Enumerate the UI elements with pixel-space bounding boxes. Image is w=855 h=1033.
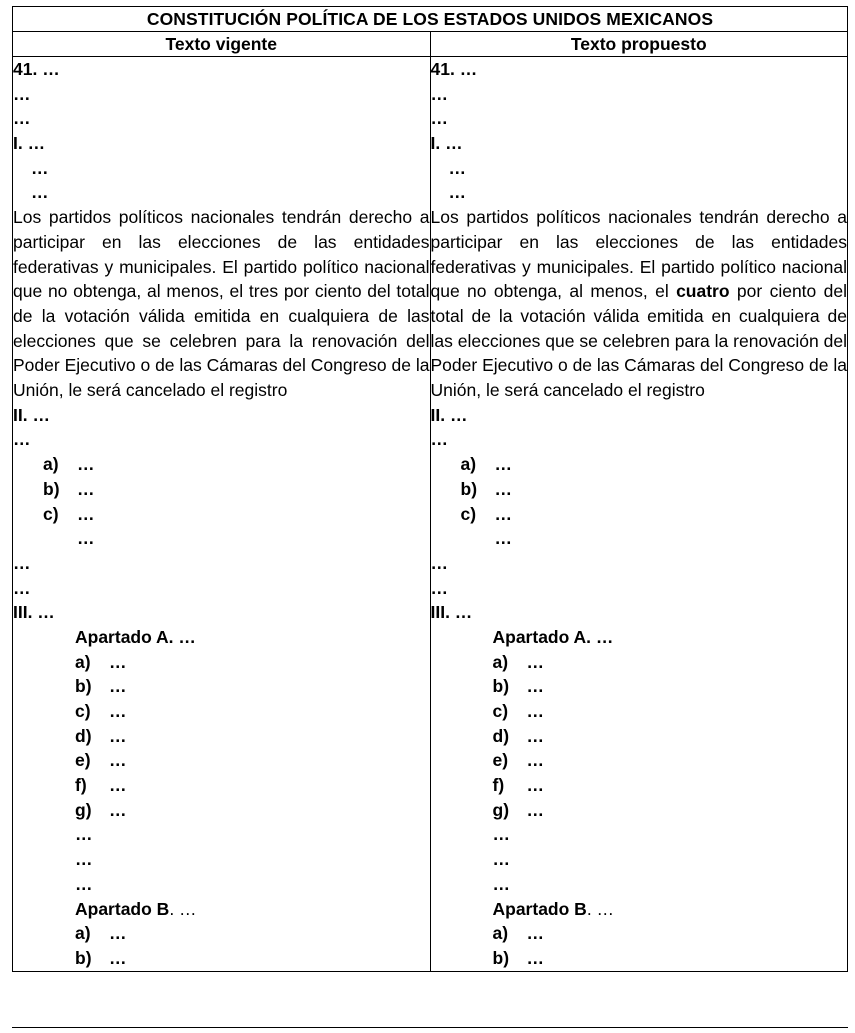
column-header-proposed-text: Texto propuesto [430,32,848,57]
item-label: d) [492,725,510,746]
ellipsis-line: … [31,157,49,178]
list-item [13,773,430,798]
ellipsis-line: … [430,429,448,450]
ellipsis-line: … [75,849,93,870]
item-text: … [77,454,95,475]
article-number: 41. … [13,59,60,79]
item-text: … [494,503,512,524]
fraction-ii: II. … [13,404,50,425]
item-text: … [494,454,512,475]
list-item [431,452,848,477]
ellipsis-line: … [13,429,31,450]
comparison-table [12,6,848,972]
fraction-i: I. … [13,133,46,154]
ellipsis-line: … [75,824,93,845]
ellipsis-line: … [492,873,510,894]
item-label: c) [43,503,59,524]
section-a-heading: Apartado A. … [492,626,614,647]
ellipsis-line: … [13,577,31,598]
fraction-iii: III. … [430,602,473,623]
ellipsis-line: … [13,83,31,104]
column-header-current-text: Texto vigente [13,32,431,57]
list-item [13,946,430,971]
item-text: … [526,947,544,968]
paragraph-text-after: por ciento del total de la votación válida emitida en cualquiera de las elecciones que se celebren para la renovación del Poder Ejecutivo o de las Cámaras del Congreso de la Unión, le será cancelado el registro [430,281,847,401]
list-item [13,748,430,773]
ellipsis-line: … [494,528,512,549]
section-b-heading [431,897,848,922]
item-label: b) [75,947,92,968]
list-item [431,674,848,699]
list-item [13,921,430,946]
proposed-text-column [430,57,848,972]
item-text: … [109,651,127,672]
ellipsis-line: … [492,849,510,870]
item-label: a) [75,923,91,944]
list-item [431,946,848,971]
ellipsis-line: … [492,824,510,845]
item-label: d) [75,725,92,746]
section-b-heading [13,897,430,922]
item-text: … [526,676,544,697]
item-text: … [526,651,544,672]
ellipsis-line: … [77,528,95,549]
item-text: … [526,799,544,820]
item-label: f) [75,775,87,796]
ellipsis-line: … [448,157,466,178]
item-text: … [77,478,95,499]
ellipsis-line: … [31,182,49,203]
ellipsis-line: … [13,108,31,129]
item-text: … [526,923,544,944]
item-label: f) [492,775,505,796]
section-b-rest: . … [169,898,197,919]
list-item [431,724,848,749]
article-number: 41. … [430,59,478,79]
item-text: … [109,750,127,771]
list-item [431,798,848,823]
item-label: a) [75,651,91,672]
fraction-iii: III. … [13,602,55,623]
item-text: … [77,503,95,524]
item-label: b) [492,676,510,697]
section-b-label: Apartado B [492,898,587,919]
item-text: … [109,799,127,820]
item-label: e) [75,750,91,771]
list-item [13,452,430,477]
item-label: g) [75,799,92,820]
list-item [431,748,848,773]
item-text: … [109,923,127,944]
item-text: … [526,725,544,746]
item-label: a) [460,454,477,475]
highlighted-change: cuatro [676,281,730,302]
item-label: b) [492,947,510,968]
item-label: b) [460,478,478,499]
ellipsis-line: … [430,552,448,573]
current-paragraph: Los partidos políticos nacionales tendrán derecho a participar en las elecciones de las entidades federativas y municipales. El partido político nacional que no obtenga, al menos, el tres por ciento del total de la votación válida emitida en cualquiera de las elecciones que se celebren para la renovación del Poder Ejecutivo o de las Cámaras del Congreso de la Unión, le será cancelado el registro [13,207,430,401]
paragraph-text-before: Los partidos políticos nacionales tendrán derecho a participar en las elecciones de las entidades federativas y municipales. El partido político nacional que no obtenga, al menos, el [430,207,847,302]
item-text: … [109,947,127,968]
document-page [12,6,848,1033]
item-label: c) [75,701,91,721]
ellipsis-line: … [430,83,448,104]
item-label: a) [492,651,509,672]
current-text-column [13,57,431,972]
list-item [431,921,848,946]
table-bottom-border [12,1027,848,1028]
ellipsis-line: … [430,108,448,129]
ellipsis-line: … [430,577,448,598]
section-a-heading: Apartado A. … [75,626,196,647]
item-label: b) [43,478,60,499]
list-item [431,477,848,502]
item-text: … [109,725,127,746]
list-item [431,650,848,675]
item-text: … [109,676,127,697]
list-item [13,699,430,724]
list-item [13,798,430,823]
item-text: … [494,478,512,499]
table-title: CONSTITUCIÓN POLÍTICA DE LOS ESTADOS UNIDOS MEXICANOS [13,7,848,32]
item-label: g) [492,799,510,820]
ellipsis-line: … [75,873,93,894]
list-item [431,773,848,798]
item-text: … [109,701,127,721]
list-item [431,699,848,724]
section-b-label: Apartado B [75,898,170,919]
list-item [13,477,430,502]
proposed-paragraph [431,205,848,403]
item-label: e) [492,750,509,771]
item-label: c) [460,503,477,524]
fraction-i: I. … [430,133,463,154]
list-item [13,650,430,675]
list-item [13,502,430,527]
item-text: … [526,775,544,796]
item-text: … [109,775,127,796]
item-label: c) [492,701,509,721]
section-b-rest: . … [586,898,615,919]
ellipsis-line: … [448,182,466,203]
item-label: a) [43,454,59,475]
item-label: b) [75,676,92,697]
fraction-ii: II. … [430,404,468,425]
ellipsis-line: … [13,552,31,573]
item-text: … [526,701,544,721]
list-item [13,674,430,699]
list-item [431,502,848,527]
item-label: a) [492,923,509,944]
item-text: … [526,750,544,771]
list-item [13,724,430,749]
